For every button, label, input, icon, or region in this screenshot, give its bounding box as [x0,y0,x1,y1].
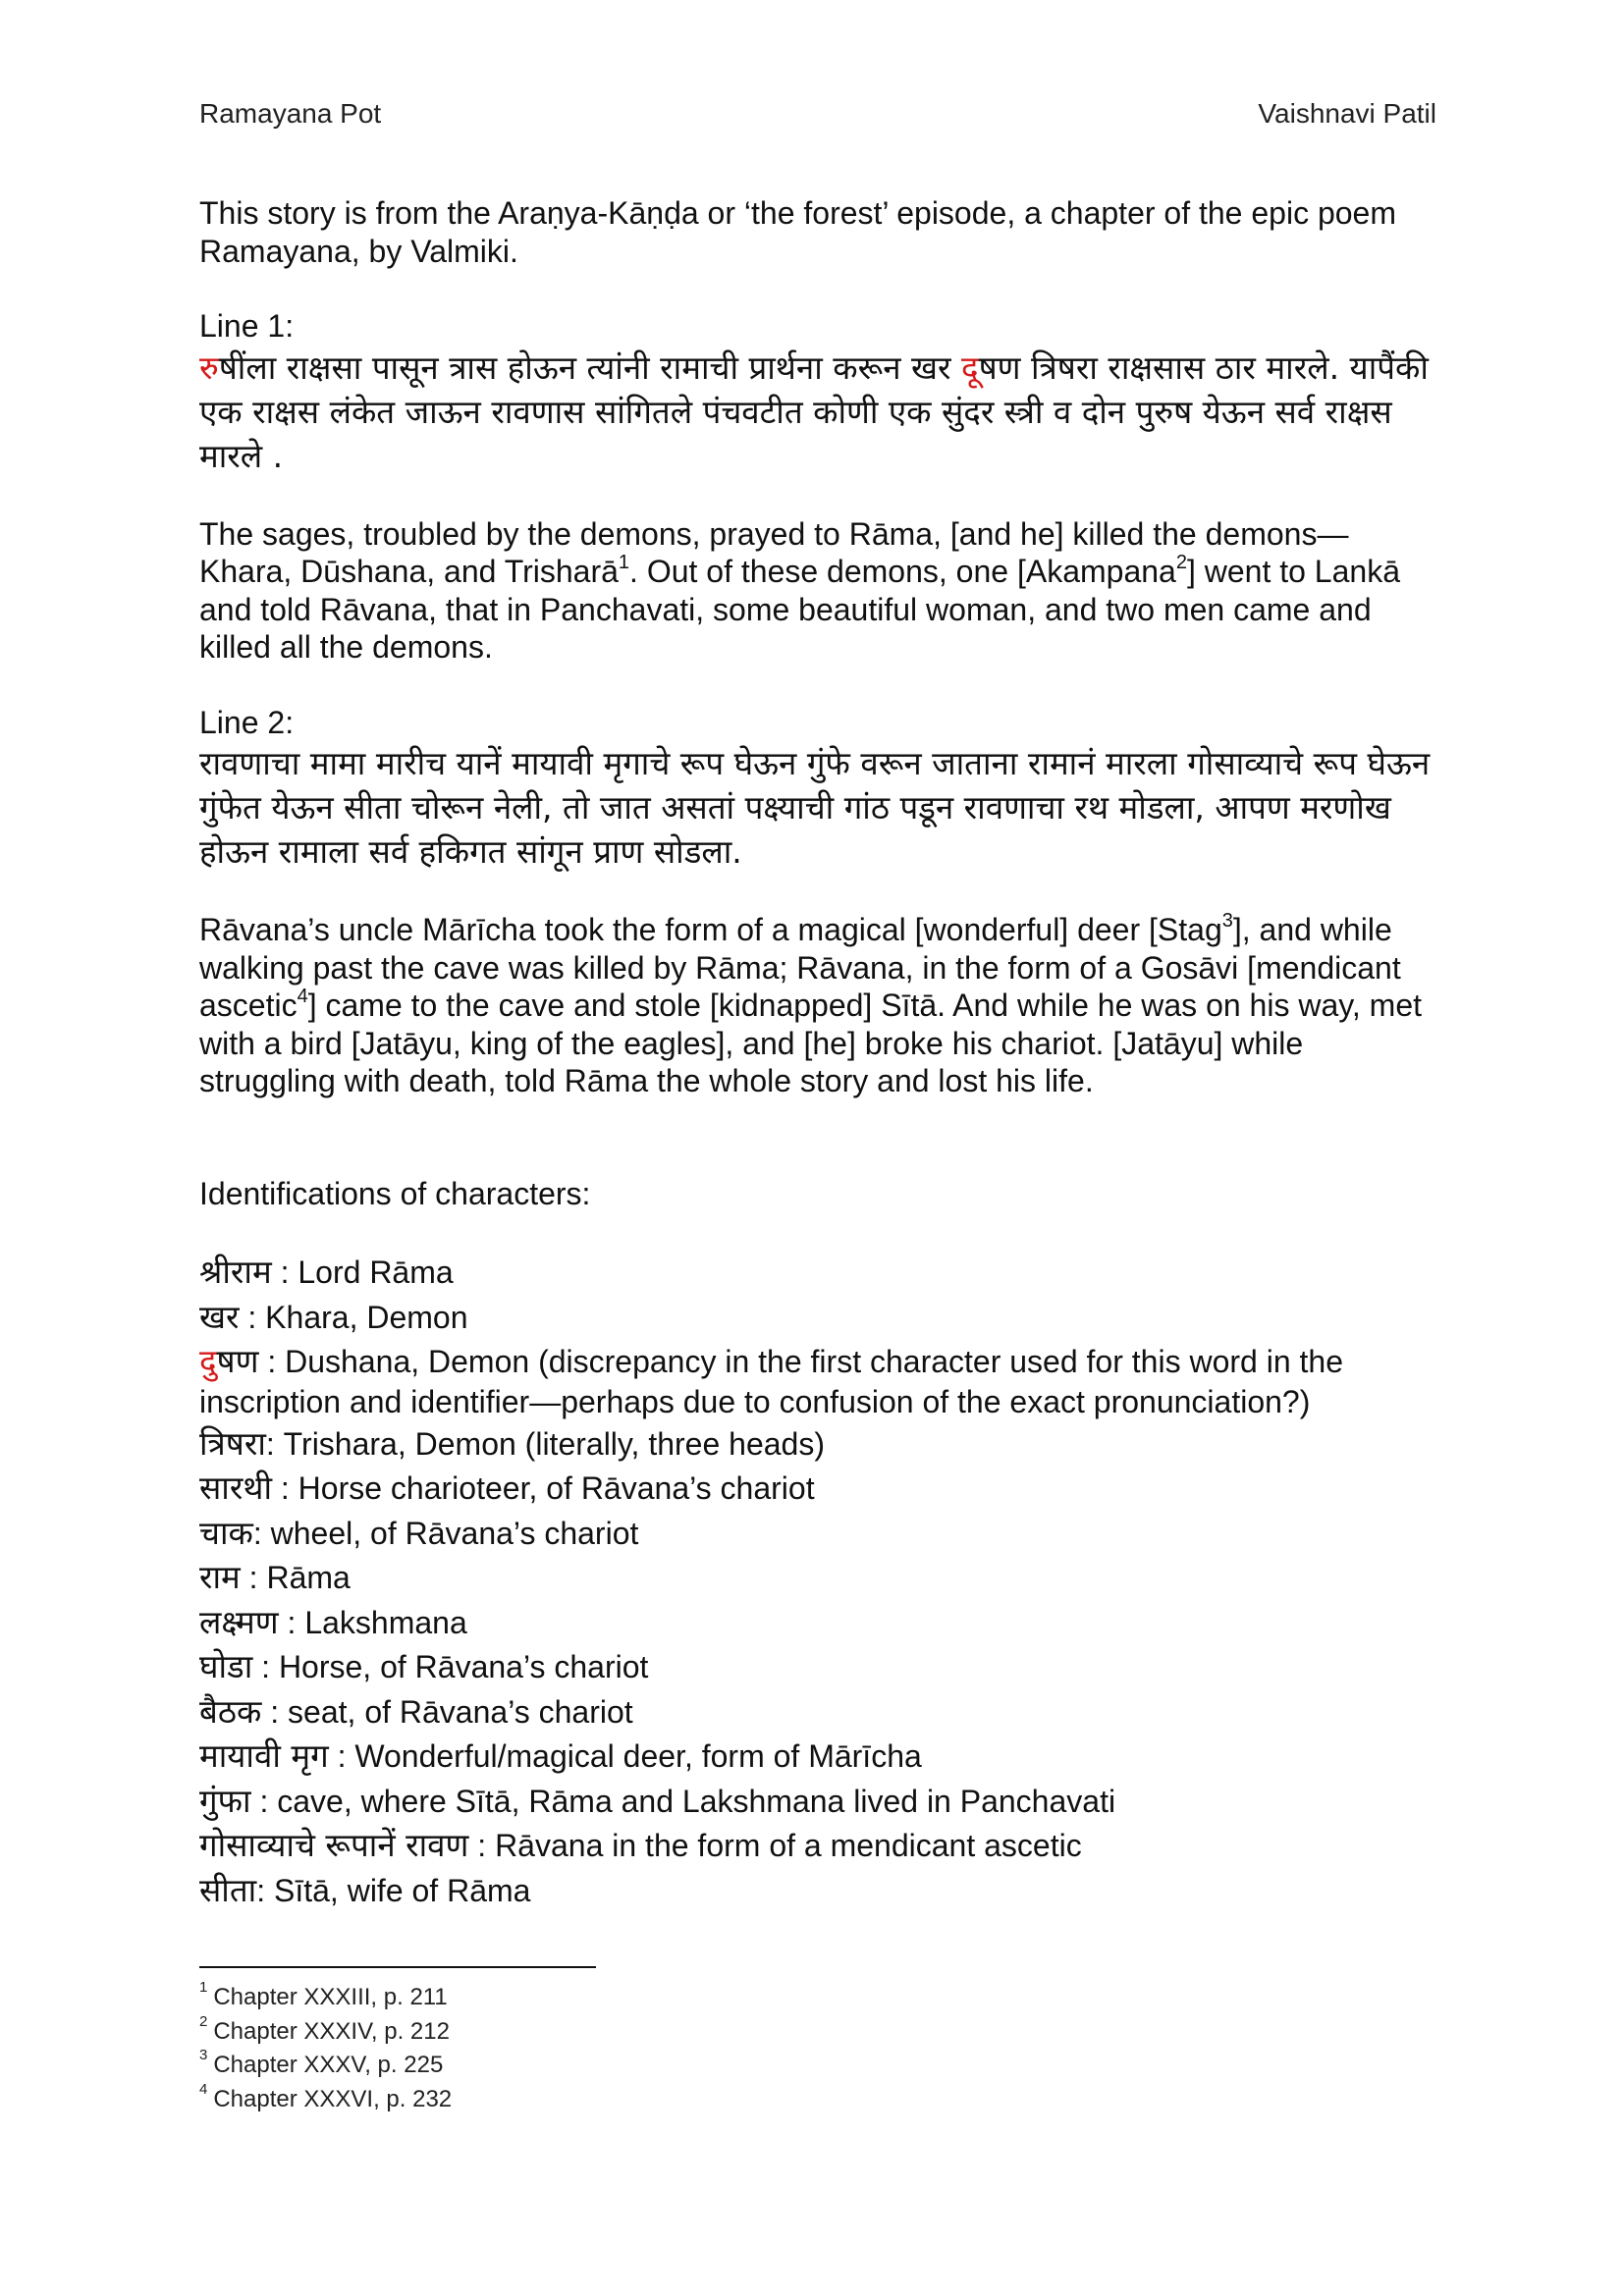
identification-term: श्रीराम [199,1253,272,1291]
identification-item [199,1779,1436,1824]
line1-marathi-part1: षींला राक्षसा पासून त्रास होऊन त्यांनी रामाची प्रार्थना करून खर [218,347,962,387]
identification-desc: : Dushana, Demon (discrepancy in the first character used for this word in the inscription and identifier—perhaps due to confusion of the exact pronunciation?) [199,1344,1343,1419]
identification-desc: : Rāma [240,1560,351,1595]
identification-term: घोडा [199,1647,253,1685]
identification-term: सीता [199,1870,257,1909]
footnote-text: Chapter XXXVI, p. 232 [213,2085,453,2112]
footnote-ref-4[interactable]: 4 [297,986,308,1008]
line2-marathi: रावणाचा मामा मारीच यानें मायावी मृगाचे रूप घेऊन गुंफे वरून जाताना रामानं मारला गोसाव्याचे रूप घेऊन गुंफेत येऊन सीता चोरून नेली, तो जात असतां पक्ष्याची गांठ पडून रावणाचा रथ मोडला, आपण मरणोख होऊन रामाला सर्व हकिगत सांगून प्राण सोडला. [199,744,1431,871]
identification-desc: : Khara, Demon [239,1299,468,1335]
identification-term: राम [199,1558,241,1596]
identification-item [199,1555,1436,1600]
identification-desc: : Wonderful/magical deer, form of Mārīcha [328,1738,922,1774]
identification-item [199,1466,1436,1511]
line2-translation-text: Rāvana’s uncle Mārīcha took the form of a magical [wonderful] deer [Stag [199,912,1222,947]
footnote [199,2049,452,2083]
footnote-number: 3 [199,2047,208,2063]
identification-desc: : seat, of Rāvana’s chariot [261,1693,633,1730]
identification-item [199,1600,1436,1645]
identification-term: त्रिषरा [199,1423,266,1463]
identification-item [199,1295,1436,1340]
line1-label: Line 1: [199,308,295,344]
identification-term: मायावी मृग [199,1736,329,1775]
line2-label: Line 2: [199,704,295,740]
footnote-text: Chapter XXXV, p. 225 [213,2052,444,2078]
footnote-ref-3[interactable]: 3 [1221,910,1233,933]
line2-translation [199,911,1436,1100]
identification-desc: : Rāvana in the form of a mendicant ascetic [468,1828,1082,1863]
identification-term: बैठक [199,1691,262,1731]
identification-desc: : Sītā, wife of Rāma [256,1872,531,1908]
footnote-ref-1[interactable]: 1 [618,552,630,574]
footnote-number: 1 [199,1979,208,1996]
identification-item [199,1511,1436,1556]
identification-item [199,1868,1436,1913]
line1-translation-text: The sages, troubled by the demons, prayed to Rāma, [and he] killed the demons—Khara, Dūshana, and Trisharā [199,515,1349,589]
footnote-separator [199,1966,596,1968]
identification-desc: : cave, where Sītā, Rāma and Lakshmana lived in Panchavati [250,1783,1116,1819]
footnote-ref-2[interactable]: 2 [1175,552,1187,574]
identification-item [199,1689,1436,1735]
footnote [199,1981,452,2015]
line1-translation-text: ] went to Lankā and told Rāvana, that in Panchavati, some beautiful woman, and two men came and killed all the demons. [199,554,1400,665]
identification-desc: : Trishara, Demon (literally, three heads) [265,1425,825,1462]
footnote-text: Chapter XXXIII, p. 211 [213,1984,448,2010]
line2-translation-text: ] came to the cave and stole [kidnapped] Sītā. And while he was on his way, met with a bird [Jatāyu, king of the eagles], and [he] broke his chariot. [Jatāyu] while struggling with death, told Rāma the whole story and lost his life. [199,988,1422,1098]
header-author: Vaishnavi Patil [1258,98,1436,129]
header-title: Ramayana Pot [199,98,382,129]
identification-term: चाक [199,1513,253,1552]
identifications-list [199,1250,1436,1912]
identification-term: खर [199,1297,240,1336]
line2-translation-text: ], and while walking past the cave was killed by Rāma; Rāvana, in the form of a Gosāvi [mendicant ascetic [199,912,1401,1023]
identification-desc: : Lord Rāma [271,1255,454,1290]
identification-term: लक्ष्मण [199,1602,279,1641]
identification-term-red-char: दु [199,1342,217,1380]
identification-term: गुंफा [199,1781,251,1820]
identification-term: गोसाव्याचे रूपानें रावण [199,1826,469,1864]
line1-red-char-1: रु [199,347,219,387]
identification-desc: : Horse, of Rāvana’s chariot [252,1649,649,1684]
footnote [199,2012,452,2050]
identification-desc: : Horse charioteer, of Rāvana’s chariot [272,1470,815,1506]
identification-item [199,1644,1436,1689]
footnote-text: Chapter XXXIV, p. 212 [213,2017,450,2045]
document-body [199,194,1436,1912]
footnote-number: 2 [199,2012,208,2030]
identification-term: षण [216,1342,259,1380]
line1-translation-text: . Out of these demons, one [Akampana [629,554,1176,589]
footnotes [199,1981,452,2116]
identifications-heading: Identifications of characters: [199,1175,591,1211]
identification-item [199,1421,1436,1467]
footnote [199,2080,453,2117]
line1-marathi-part2: षण त्रिषरा राक्षसास ठार मारले. यापैंकी एक राक्षस लंकेत जाऊन रावणास सांगितले पंचवटीत कोणी एक सुंदर स्त्री व दोन पुरुष येऊन सर्व राक्षस मारले . [199,347,1429,475]
identification-item [199,1339,1436,1421]
identification-item [199,1250,1436,1295]
intro-paragraph: This story is from the Araṇya-Kāṇḍa or ‘the forest’ episode, a chapter of the epic poem Ramayana, by Valmiki. [199,195,1396,269]
line1-marathi [199,346,1436,478]
footnote-number: 4 [199,2080,208,2098]
identification-term: सारथी [199,1468,272,1507]
line1-red-char-2: दू [961,347,979,387]
identification-desc: : Lakshmana [278,1604,467,1640]
identification-item [199,1823,1436,1868]
identification-desc: : wheel, of Rāvana’s chariot [252,1515,639,1551]
line1-translation [199,515,1436,667]
identification-item [199,1734,1436,1779]
